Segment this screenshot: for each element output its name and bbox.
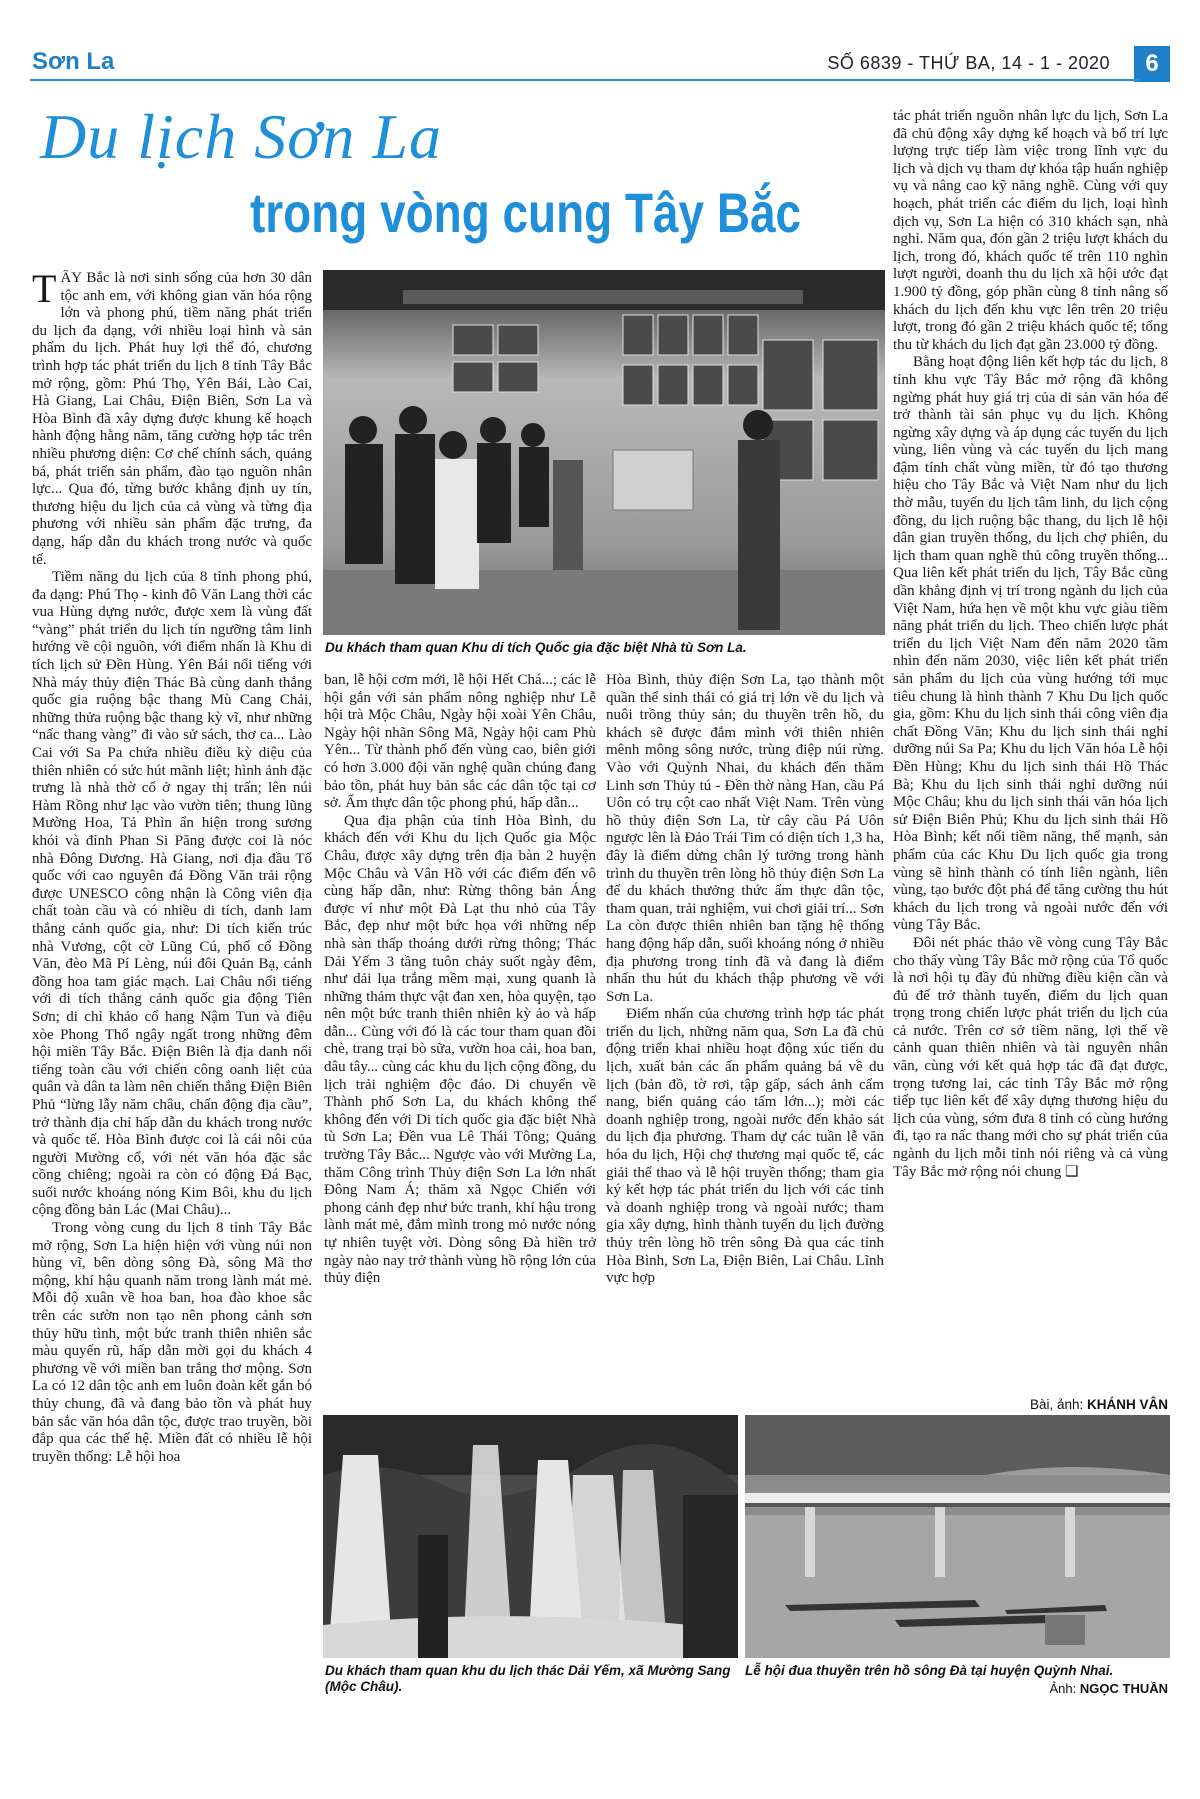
article-paragraph: ban, lễ hội cơm mới, lễ hội Hết Chá...; các lễ hội gắn với sản phẩm nông nghiệp như Lễ hội trà Mộc Châu, Ngày hội xoài Yên Châu, Ngày hội nhãn Sông Mã, Ngày hội cam Phù Yên... Từ thành phố đến vùng cao, biên giới có hơn 3.000 đội văn nghệ quần chúng đang bảo tồn, phát huy bản sắc các dân tộc tại cơ sở. Ẩm thực dân tộc phong phú, hấp dẫn...: [324, 672, 596, 812]
article-paragraph: Qua địa phận của tỉnh Hòa Bình, du khách đến với Khu du lịch Quốc gia Mộc Châu, được xây dựng trên địa bàn 2 huyện Mộc Châu và Vân Hồ với các điểm đến vô cùng hấp dẫn, như: Rừng thông bản Áng được ví như một Đà Lạt thu nhỏ của Tây Bắc, đẹp như một bức họa với những nếp nhà sàn thấp thoáng dưới rừng thông; Thác Dải Yếm 3 tầng tuôn chảy suốt ngày đêm, như dải lụa trắng mềm mại, xung quanh là những thảm thực vật đan xen, hòa quyện, tạo nên một bức tranh thiên nhiên kỳ ảo và hấp dẫn... Cùng với đó là các tour tham quan đồi chè, trang trại bò sữa, vườn hoa cải, hoa ban, dâu tây... cùng các khu du lịch cộng đồng, du lịch trải nghiệm độc đáo. Di chuyển về Thành phố Sơn La, du khách không thể không đến với Di tích quốc gia đặc biệt Nhà tù Sơn La; Đền vua Lê Thái Tông; Quảng trường Tây Bắc... Ngược vào với Mường La, thăm Công trình Thủy điện Sơn La lớn nhất Đông Nam Á; thăm xã Ngọc Chiến với phong cảnh đẹp như bức tranh, khí hậu trong lành mát mẻ, đắm mình trong mỏ nước nóng tự nhiên tuyệt vời. Dòng sông Đà hiền trở ngày nào nay trở thành vùng hồ rộng lớn của thủy điện: [324, 812, 596, 1287]
page-number: 6: [1134, 46, 1170, 82]
headline-line-2: trong vòng cung Tây Bắc: [250, 181, 802, 244]
byline-label: Bài, ảnh:: [1029, 1397, 1084, 1412]
article-paragraph: Bằng hoạt động liên kết hợp tác du lịch, 8 tỉnh khu vực Tây Bắc mở rộng đã không ngừng phát huy giá trị của di sản văn hóa để trở thành tài sản phục vụ du lịch. Không ngừng xây dựng và áp dụng các tuyến du lịch vùng, liên vùng và các tuyến du lịch mang đậm tính chất vùng miền, từ đó tạo thương hiệu cho Tây Bắc và Việt Nam như du lịch thờ mẫu, tuyến du lịch tâm linh, du lịch cộng đồng, du lịch ruộng bậc thang, du lịch lễ hội dân gian truyền thống, du lịch chợ phiên, du lịch tham quan nghề thủ công truyền thống... Qua liên kết phát triển du lịch, Tây Bắc cũng dần khẳng định vị trí trong ngành du lịch của Việt Nam, hứa hẹn về một khu vực giàu tiềm năng phát triển du lịch. Theo chiến lược phát triển du lịch Việt Nam đến năm 2020 tầm nhìn đến năm 2030, việc liên kết phát triển sản phẩm du lịch của vùng hướng tới mục tiêu chung là hình thành 7 Khu Du lịch quốc gia, gồm: Khu du lịch sinh thái công viên địa chất Đồng Văn; Khu du lịch sinh thái nghỉ dưỡng núi Sa Pa; Khu du lịch Văn hóa Lễ hội Đền Hùng; Khu du lịch sinh thái Hồ Thác Bà; Khu du lịch sinh thái nghỉ dưỡng núi Mộc Châu; khu du lịch sinh thái văn hóa lịch sử Điện Biên Phủ; Khu du lịch sinh thái Hồ Hòa Bình; kết nối tiềm năng, thế mạnh, sản phẩm của các Khu Du lịch quốc gia trong vùng sẽ hình thành có tính liên ngành, liên vùng, tạo bước đột phá để tăng cường thu hút khách du lịch trong và ngoài nước đến với vùng Tây Bắc.: [893, 354, 1168, 934]
headline-line-1: Du lịch Sơn La: [40, 101, 442, 172]
article-column-1: [32, 270, 312, 1710]
museum-photo-caption: Du khách tham quan Khu di tích Quốc gia đặc biệt Nhà tù Sơn La.: [325, 640, 747, 655]
article-paragraph: Trong vòng cung du lịch 8 tỉnh Tây Bắc mở rộng, Sơn La hiện hiện với vùng núi non hùng vĩ, bên dòng sông Đà, sông Mã thơ mộng, khí hậu quanh năm trong lành mát mẻ. Mỗi độ xuân về hoa ban, hoa đào khoe sắc trên các sườn non tạo nên phong cảnh sơn thủy hữu tình, một bức tranh thiên nhiên sắc màu quyến rũ, hấp dẫn mời gọi du khách 4 phương về với miền ban trắng thơ mộng. Sơn La có 12 dân tộc anh em luôn đoàn kết gắn bó thủy chung, đã và đang bảo tồn và phát huy bản sắc văn hóa dân tộc, được trao truyền, bồi đắp qua các thế hệ. Miền đất có nhiều lễ hội truyền thống: Lễ hội hoa: [32, 1220, 312, 1465]
museum-photo: [323, 270, 885, 635]
article-paragraph: Tiềm năng du lịch của 8 tỉnh phong phú, đa dạng: Phú Thọ - kinh đô Văn Lang thời các vua Hùng dựng nước, được xem là vùng đất “vàng” phát triển du lịch tín ngưỡng tâm linh hướng về cội nguồn, với điểm nhấn là Khu di tích lịch sử Đền Hùng. Yên Bái nổi tiếng với Nhà máy thủy điện Thác Bà cùng danh thắng quốc gia ruộng bậc thang Mù Cang Chải, những thửa ruộng bậc thang kỳ vĩ, như những “nấc thang vàng” đi vào sử sách, thơ ca... Lào Cai với Sa Pa chứa nhiều điều kỳ diệu của thiên nhiên có sức hút mãnh liệt; hình ảnh đặc trưng là nhà thờ cổ ở ngay thị trấn; lên núi Hàm Rồng như lạc vào vườn tiên; thung lũng Mường Hoa, Tả Phìn ẩn hiện trong sương khói và đỉnh Phan Si Păng được coi là nóc nhà Đông Dương. Hà Giang, nơi địa đầu Tổ quốc với cao nguyên đá Đồng Văn trải rộng được UNESCO công nhận là Công viên địa chất toàn cầu và có nhiều di tích, danh lam thắng cảnh quốc gia, như: Di tích kiến trúc nhà Vương, cột cờ Lũng Cú, phố cổ Đồng Văn, đèo Mã Pí Lèng, núi đôi Quản Bạ, cánh đồng hoa tam giác mạch. Lai Châu nổi tiếng với di tích thắng cảnh quốc gia động Tiên Sơn; di chỉ khảo cổ hang Nậm Tun và điệu xòe Phong Thổ ngây ngất trong những đêm hội miền Tây Bắc. Điện Biên là địa danh nổi tiếng toàn cầu với chiến công oanh liệt của quân và dân ta làm nên chiến thắng Điện Biên Phủ “lừng lẫy năm châu, chấn động địa cầu”, trở thành địa chỉ hấp dẫn du khách trong nước và quốc tế. Hòa Bình được coi là cái nôi của người Mường cổ, với nét văn hóa đặc sắc cồng chiêng; ngoài ra còn có động Đá Bạc, suối nước khoáng nóng Kim Bôi, khu du lịch cộng đồng bản Lác (Mai Châu)...: [32, 569, 312, 1219]
header-rule: [30, 79, 1140, 81]
article-column-4: [893, 108, 1168, 1395]
article-paragraph: Điểm nhấn của chương trình hợp tác phát triển du lịch, những năm qua, Sơn La đã chủ động triển khai nhiều hoạt động xúc tiến du lịch, xuất bản các ấn phẩm quảng bá về du lịch (bản đồ, tờ rơi, tập gấp, sách ảnh cẩm nang, biển quảng cáo tấm lớn...); mời các doanh nghiệp trong, ngoài nước đến khảo sát du lịch địa phương. Tham dự các tuần lễ văn hóa du lịch, Hội chợ thương mại quốc tế, các giải thể thao và lễ hội truyền thống; tham gia ký kết hợp tác phát triển du lịch với các tỉnh và doanh nghiệp trong và ngoài nước; tham gia xây dựng, hình thành tuyến du lịch đường thủy trên lòng hồ trên sông Đà qua các tỉnh Hòa Bình, Sơn La, Điện Biên, Lai Châu. Lĩnh vực hợp: [606, 1006, 884, 1287]
photo-credit: [868, 1681, 1168, 1696]
article-paragraph: tác phát triển nguồn nhân lực du lịch, Sơn La đã chủ động xây dựng kế hoạch và bố trí lực lượng trực tiếp làm việc trong lĩnh vực du lịch và dịch vụ tham dự khóa tập huấn nghiệp vụ và nâng cao kỹ năng nghề. Cùng với quy hoạch, phát triển các điểm du lịch, loại hình dịch vụ, Sơn La hiện có 310 khách sạn, nhà nghỉ. Năm qua, đón gần 2 triệu lượt khách du lịch, trong đó, khách quốc tế trên 110 nghìn lượt người, doanh thu du lịch xã hội ước đạt 1.900 tỷ đồng, góp phần cùng 8 tỉnh nâng số khách du lịch đến khu vực lên trên 20 triệu lượt, trong đó gần 2 triệu khách quốc tế; tổng thu từ khách du lịch đạt gần 23.000 tỷ đồng.: [893, 108, 1168, 353]
article-lead-paragraph: [32, 270, 312, 569]
article-paragraph: Đôi nét phác thảo về vòng cung Tây Bắc cho thấy vùng Tây Bắc mở rộng của Tổ quốc là nơi hội tụ đầy đủ những điều kiện cần và đủ để trở thành tuyến, điểm du lịch quan trọng trong chiến lược phát triển du lịch của cả nước. Trên cơ sở tiềm năng, lợi thế về cảnh quan thiên nhiên và tài nguyên nhân văn, cùng với kết quả hợp tác đã đạt được, trọng tương lai, các tỉnh Tây Bắc mở rộng tiếp tục liên kết để xây dựng thương hiệu du lịch của vùng, sớm đưa 8 tỉnh có cùng hướng đi, tạo ra nấc thang mới cho sự phát triển của ngành du lịch mỗi tỉnh nói riêng và cả vùng Tây Bắc mở rộng nói chung ❑: [893, 934, 1168, 1180]
lead-text: ÂY Bắc là nơi sinh sống của hơn 30 dân tộc anh em, với không gian văn hóa rộng lớn và phong phú, tiềm năng phát triển du lịch đa dạng, với nhiều loại hình và sản phẩm du lịch. Phát huy lợi thế đó, chương trình hợp tác phát triển du lịch 8 tỉnh Tây Bắc mở rộng, gồm: Phú Thọ, Yên Bái, Lào Cai, Hà Giang, Lai Châu, Điện Biên, Sơn La và Hòa Bình đã xây dựng được khung kế hoạch hành động hằng năm, tăng cường hợp tác trên nhiều phương diện: Cơ chế chính sách, quảng bá, phát triển sản phẩm, đào tạo nguồn nhân lực... Qua đó, từng bước khẳng định uy tín, thương hiệu du lịch của cả vùng và từng địa phương với nhiều sản phẩm đặc trưng, đa dạng, hấp dẫn du khách trong nước và quốc tế.: [32, 270, 312, 568]
photo-credit-name: NGỌC THUẦN: [1079, 1681, 1168, 1696]
byline-name: KHÁNH VÂN: [1087, 1397, 1168, 1412]
byline: [1030, 1397, 1168, 1412]
drop-cap: T: [32, 270, 57, 311]
section-name: Sơn La: [32, 48, 115, 75]
boat-race-photo: [745, 1415, 1170, 1658]
waterfall-photo: [323, 1415, 738, 1658]
waterfall-photo-caption: Du khách tham quan khu du lịch thác Dải Yếm, xã Mường Sang (Mộc Châu).: [325, 1663, 731, 1694]
boat-race-photo-caption: Lễ hội đua thuyền trên hồ sông Đà tại huyện Quỳnh Nhai.: [745, 1663, 1114, 1678]
issue-info: SỐ 6839 - THỨ BA, 14 - 1 - 2020: [827, 53, 1110, 73]
photo-credit-label: Ảnh:: [1049, 1681, 1077, 1696]
article-paragraph: Hòa Bình, thủy điện Sơn La, tạo thành một quần thể sinh thái có giá trị lớn về du lịch và nuôi trồng thủy sản; du thuyền trên hồ, du khách sẽ được đắm mình với thiên nhiên mênh mông sông nước, trùng điệp núi rừng. Vào với Quỳnh Nhai, du khách đến thăm Linh sơn Thủy tú - Đền thờ nàng Han, cầu Pá Uôn có trụ cột cao nhất Việt Nam. Trên vùng hồ thủy điện Sơn La, từ cây cầu Pá Uôn ngược lên là Đảo Trái Tim có diện tích 1,3 ha, đây là điểm dừng chân lý tưởng trong hành trình du thuyền trên lòng hồ thủy điện Sơn La để du khách thưởng thức ẩm thực dân tộc, tham quan, trải nghiệm, vui chơi giải trí... Sơn La còn được thiên nhiên ban tặng hệ thống hang động hấp dẫn, suối khoáng nóng ở nhiều địa phương trong tỉnh đã và đang là điểm nhấn thu hút du khách thập phương về với Sơn La.: [606, 672, 884, 1005]
